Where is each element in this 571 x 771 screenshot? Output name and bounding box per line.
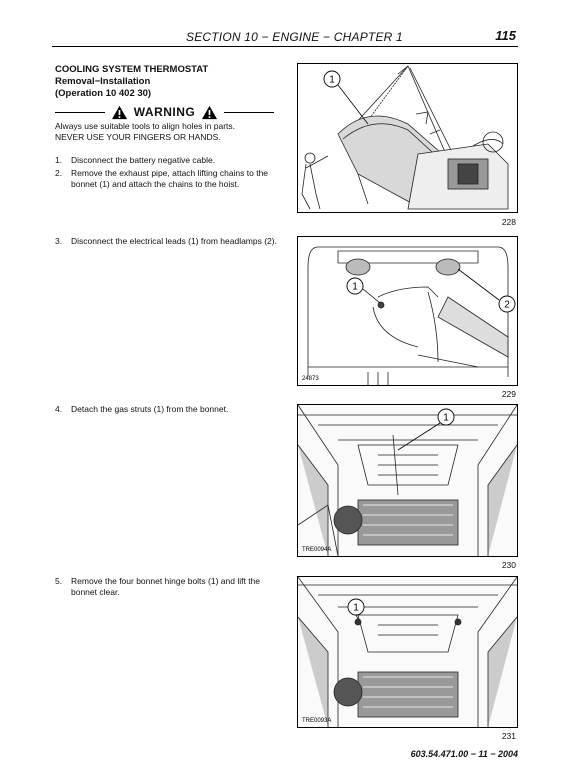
figure-number: 228: [501, 217, 516, 227]
step-5: [55, 576, 277, 598]
heading-subtitle: Removal−Installation: [55, 76, 151, 87]
callout-label: 1: [353, 602, 359, 614]
bonnet-lifting-drawing: [298, 64, 517, 212]
step-4: [55, 404, 277, 415]
hinge-bolts-drawing: [298, 577, 517, 727]
warning-triangle-icon: [111, 105, 128, 120]
headlamp-leads-drawing: [298, 237, 517, 385]
figure-code: TRE0093A: [302, 718, 332, 724]
step-text: Detach the gas struts (1) from the bonnet.: [71, 404, 229, 414]
step-number: 2.: [55, 168, 63, 178]
warning-box: [55, 104, 274, 143]
step-1: [55, 155, 277, 166]
step-text: Disconnect the electrical leads (1) from headlamps (2).: [71, 236, 277, 246]
figure-229-illustration: [297, 236, 518, 386]
warning-triangle-icon: [201, 105, 218, 120]
callout-2: [458, 269, 515, 312]
warning-rule-right: [224, 112, 274, 113]
callout-1: [324, 71, 368, 124]
figure-code: TRE0094A: [302, 547, 332, 553]
warning-rule-left: [55, 112, 105, 113]
section-title: SECTION 10 − ENGINE − CHAPTER 1: [186, 30, 403, 44]
step-text: Remove the exhaust pipe, attach lifting chains to the bonnet (1) and attach the chains to the hoist.: [71, 168, 269, 189]
figure-number: 231: [501, 731, 516, 741]
warning-label: WARNING: [133, 105, 196, 119]
callout-label: 2: [504, 299, 510, 311]
heading-title: COOLING SYSTEM THERMOSTAT: [55, 64, 209, 75]
warning-line-1: Always use suitable tools to align holes in parts.: [55, 121, 236, 131]
gas-struts-drawing: [298, 405, 517, 556]
figure-code: 24873: [302, 376, 319, 382]
step-text: Disconnect the battery negative cable.: [71, 155, 216, 165]
figure-230-illustration: [297, 404, 518, 557]
figure-number: 230: [501, 560, 516, 570]
step-number: 5.: [55, 576, 63, 586]
document-code: 603.54.471.00 − 11 − 2004: [410, 749, 518, 759]
page-header: [52, 28, 518, 46]
step-number: 4.: [55, 404, 63, 414]
figure-228-illustration: [297, 63, 518, 213]
step-number: 3.: [55, 236, 63, 246]
warning-bar: [55, 104, 274, 120]
page-number: 115: [495, 28, 516, 43]
header-rule: [52, 46, 518, 47]
step-text: Remove the four bonnet hinge bolts (1) and lift the bonnet clear.: [71, 576, 261, 597]
callout-label: 1: [443, 412, 449, 424]
step-3: [55, 236, 277, 247]
warning-line-2: NEVER USE YOUR FINGERS OR HANDS.: [55, 132, 221, 142]
warning-text: [55, 121, 274, 143]
procedure-heading: [55, 64, 208, 100]
callout-1: [347, 278, 380, 303]
callout-label: 1: [329, 74, 335, 86]
figure-number: 229: [501, 389, 516, 399]
step-2: [55, 168, 277, 190]
heading-operation: (Operation 10 402 30): [55, 88, 152, 99]
callout-label: 1: [352, 281, 358, 293]
figure-231-illustration: [297, 576, 518, 728]
step-number: 1.: [55, 155, 63, 165]
